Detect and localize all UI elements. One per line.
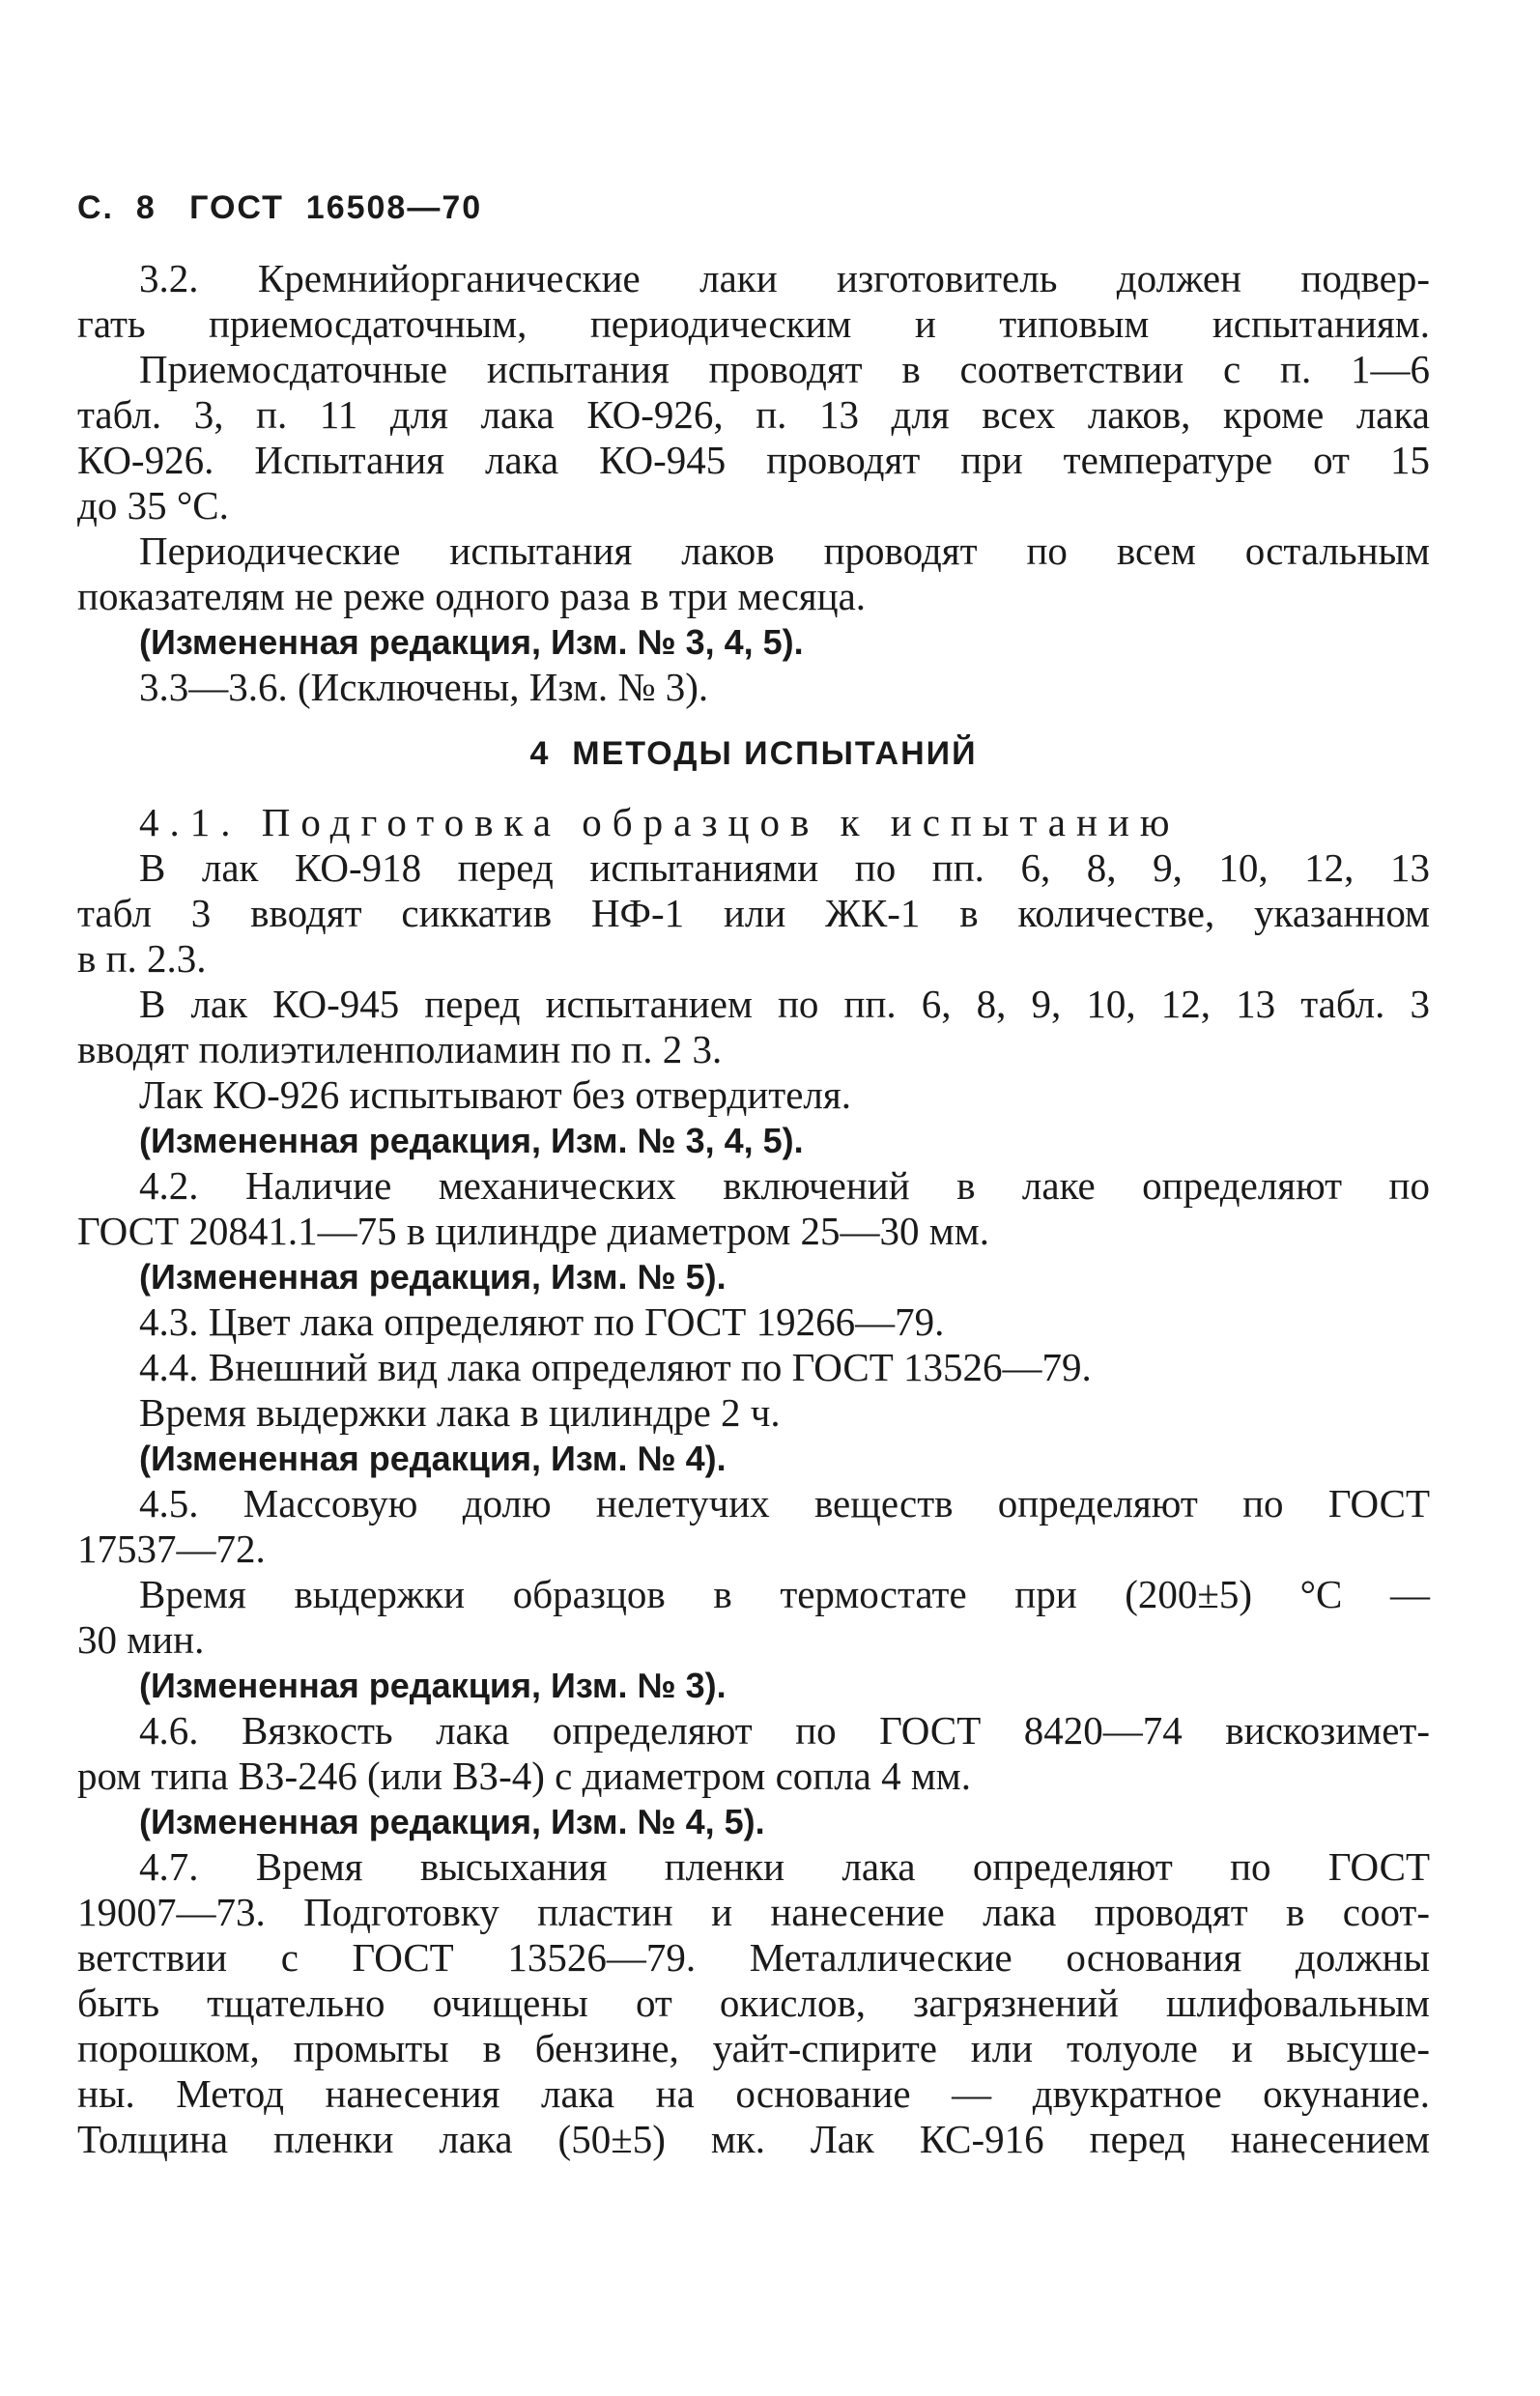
text-line: 4.7. Время высыхания пленки лака определяют по ГОСТ bbox=[139, 1844, 1430, 1889]
text-line: 4.4. Внешний вид лака определяют по ГОСТ 13526—79. bbox=[139, 1345, 1092, 1389]
text-line: гать приемосдаточным, периодическим и типовым испытаниям. bbox=[77, 301, 1430, 346]
text-line: 4.3. Цвет лака определяют по ГОСТ 19266—79. bbox=[139, 1299, 945, 1344]
text-line: 30 мин. bbox=[77, 1617, 205, 1662]
text-line: табл 3 вводят сиккатив НФ-1 или ЖК-1 в количестве, указанном bbox=[77, 891, 1430, 935]
text-line: КО-926. Испытания лака КО-945 проводят при температуре от 15 bbox=[77, 438, 1430, 482]
text-line: показателям не реже одного раза в три месяца. bbox=[77, 574, 867, 618]
text-line: ветствии с ГОСТ 13526—79. Металлические основания должны bbox=[77, 1935, 1430, 1980]
text-line: 4.6. Вязкость лака определяют по ГОСТ 8420—74 вискозимет- bbox=[139, 1708, 1430, 1753]
amendment-note: (Измененная редакция, Изм. № 5). bbox=[139, 1257, 727, 1297]
amendment-note: (Измененная редакция, Изм. № 4). bbox=[139, 1439, 727, 1478]
text-line: Периодические испытания лаков проводят по всем остальным bbox=[139, 528, 1430, 573]
amendment-note: (Измененная редакция, Изм. № 3, 4, 5). bbox=[139, 622, 804, 662]
text-line: 3.2. Кремнийорганические лаки изготовитель должен подвер- bbox=[139, 256, 1430, 300]
text-line: 19007—73. Подготовку пластин и нанесение лака проводят в соот- bbox=[77, 1890, 1430, 1934]
text-line: 17537—72. bbox=[77, 1526, 266, 1571]
text-line: Толщина пленки лака (50±5) мк. Лак КС-916 перед нанесением bbox=[77, 2117, 1430, 2161]
text-line: вводят полиэтиленполиамин по п. 2 3. bbox=[77, 1027, 723, 1071]
page-header: С. 8 ГОСТ 16508—70 bbox=[77, 189, 483, 226]
text-line: В лак КО-918 перед испытаниями по пп. 6, 8, 9, 10, 12, 13 bbox=[139, 845, 1430, 890]
text-line: Время выдержки лака в цилиндре 2 ч. bbox=[139, 1390, 781, 1435]
text-line: Лак КО-926 испытывают без отвердителя. bbox=[139, 1072, 851, 1117]
text-line: 3.3—3.6. (Исключены, Изм. № 3). bbox=[139, 665, 709, 709]
text-line: в п. 2.3. bbox=[77, 936, 207, 981]
amendment-note: (Измененная редакция, Изм. № 4, 5). bbox=[139, 1802, 765, 1841]
document-page bbox=[77, 189, 1430, 2162]
section-title: 4 МЕТОДЫ ИСПЫТАНИЙ bbox=[529, 735, 978, 772]
text-line: ны. Метод нанесения лака на основание — двукратное окунание. bbox=[77, 2071, 1430, 2116]
subsection-title: 4.1. Подготовка образцов к испытанию bbox=[139, 800, 1181, 844]
text-line: ром типа ВЗ-246 (или ВЗ-4) с диаметром сопла 4 мм. bbox=[77, 1754, 972, 1798]
text-line: порошком, промыты в бензине, уайт-спирите или толуоле и высуше- bbox=[77, 2026, 1430, 2070]
text-line: табл. 3, п. 11 для лака КО-926, п. 13 для всех лаков, кроме лака bbox=[77, 392, 1430, 437]
text-line: быть тщательно очищены от окислов, загрязнений шлифовальным bbox=[77, 1981, 1430, 2025]
text-line: Приемосдаточные испытания проводят в соответствии с п. 1—6 bbox=[139, 347, 1430, 391]
text-line: 4.5. Массовую долю нелетучих веществ определяют по ГОСТ bbox=[139, 1481, 1430, 1526]
text-line: 4.2. Наличие механических включений в лаке определяют по bbox=[139, 1163, 1430, 1208]
amendment-note: (Измененная редакция, Изм. № 3, 4, 5). bbox=[139, 1121, 804, 1160]
amendment-note: (Измененная редакция, Изм. № 3). bbox=[139, 1666, 727, 1705]
text-line: Время выдержки образцов в термостате при (200±5) °С — bbox=[139, 1572, 1430, 1616]
text-line: до 35 °С. bbox=[77, 483, 229, 528]
text-line: ГОСТ 20841.1—75 в цилиндре диаметром 25—30 мм. bbox=[77, 1209, 989, 1253]
text-line: В лак КО-945 перед испытанием по пп. 6, 8, 9, 10, 12, 13 табл. 3 bbox=[139, 982, 1430, 1026]
